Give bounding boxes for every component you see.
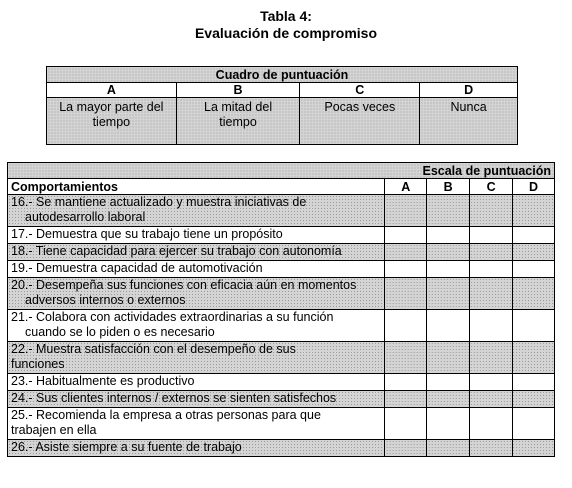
legend-desc-b <box>176 98 300 145</box>
rating-cell-c[interactable] <box>470 342 513 374</box>
rating-cell-a[interactable] <box>385 227 427 244</box>
rating-cell-b[interactable] <box>427 408 470 440</box>
behavior-text: 25.- Recomienda la empresa a otras personas para que <box>11 408 321 422</box>
legend-desc-d <box>420 98 518 145</box>
rating-cell-d[interactable] <box>513 342 555 374</box>
rating-cell-b[interactable] <box>427 195 470 227</box>
rating-cell-d[interactable] <box>513 278 555 310</box>
legend-desc-b-line2: tiempo <box>219 115 257 129</box>
legend-letter-c: C <box>300 83 420 98</box>
behavior-text: 24.- Sus clientes internos / externos se sienten satisfechos <box>11 391 337 405</box>
rating-cell-d[interactable] <box>513 408 555 440</box>
behavior-17 <box>8 227 385 244</box>
legend-desc-a <box>47 98 177 145</box>
rating-cell-a[interactable] <box>385 195 427 227</box>
rating-cell-b[interactable] <box>427 278 470 310</box>
rating-scale-table <box>7 162 555 457</box>
behavior-text: 23.- Habitualmente es productivo <box>11 374 195 388</box>
behavior-20 <box>8 278 385 310</box>
rating-cell-a[interactable] <box>385 440 427 457</box>
table-title: Evaluación de compromiso <box>194 25 378 41</box>
behavior-text: 22.- Muestra satisfacción con el desempeño de sus <box>11 342 296 356</box>
rating-scale-header: Escala de puntuación <box>8 163 555 179</box>
rating-cell-a[interactable] <box>385 391 427 408</box>
rating-cell-b[interactable] <box>427 374 470 391</box>
behavior-26 <box>8 440 385 457</box>
rating-cell-d[interactable] <box>513 227 555 244</box>
table-row <box>8 195 555 227</box>
behavior-25 <box>8 408 385 440</box>
rating-cell-a[interactable] <box>385 374 427 391</box>
behaviors-column-header: Comportamientos <box>8 179 385 195</box>
rating-cell-c[interactable] <box>470 278 513 310</box>
rating-cell-b[interactable] <box>427 440 470 457</box>
rating-cell-c[interactable] <box>470 408 513 440</box>
rating-cell-b[interactable] <box>427 261 470 278</box>
behavior-22 <box>8 342 385 374</box>
table-row <box>8 391 555 408</box>
rating-cell-d[interactable] <box>513 440 555 457</box>
behavior-text: 16.- Se mantiene actualizado y muestra iniciativas de <box>11 195 307 209</box>
rating-cell-a[interactable] <box>385 278 427 310</box>
behavior-text: 17.- Demuestra que su trabajo tiene un propósito <box>11 227 283 241</box>
legend-letter-d: D <box>420 83 518 98</box>
rating-cell-c[interactable] <box>470 310 513 342</box>
table-row <box>8 244 555 261</box>
table-row <box>8 408 555 440</box>
legend-desc-b-line1: La mitad del <box>204 100 273 114</box>
table-number: Tabla 4: <box>260 8 312 24</box>
behavior-21 <box>8 310 385 342</box>
rating-cell-d[interactable] <box>513 244 555 261</box>
rating-cell-d[interactable] <box>513 195 555 227</box>
scale-col-b-header: B <box>427 179 470 195</box>
rating-cell-d[interactable] <box>513 391 555 408</box>
legend-desc-a-line1: La mayor parte del <box>59 100 164 114</box>
table-row <box>8 440 555 457</box>
behavior-text: cuando se lo piden o es necesario <box>25 325 215 339</box>
legend-letter-a: A <box>47 83 177 98</box>
legend-desc-a-line2: tiempo <box>92 115 131 129</box>
behavior-19 <box>8 261 385 278</box>
rating-cell-b[interactable] <box>427 227 470 244</box>
scale-col-a-header: A <box>385 179 427 195</box>
behavior-text: 21.- Colabora con actividades extraordinarias a su función <box>11 310 334 324</box>
rating-cell-c[interactable] <box>470 261 513 278</box>
behavior-text: adversos internos o externos <box>25 293 186 307</box>
behavior-24 <box>8 391 385 408</box>
behavior-text: 19.- Demuestra capacidad de automotivación <box>11 261 263 275</box>
rating-cell-a[interactable] <box>385 261 427 278</box>
rating-cell-a[interactable] <box>385 244 427 261</box>
rating-cell-c[interactable] <box>470 440 513 457</box>
behavior-text: autodesarrollo laboral <box>25 210 146 224</box>
rating-cell-c[interactable] <box>470 244 513 261</box>
behavior-text: 26.- Asiste siempre a su fuente de trabajo <box>11 440 242 454</box>
scoring-legend-table <box>46 66 518 145</box>
table-row <box>8 278 555 310</box>
table-row <box>8 261 555 278</box>
legend-desc-d-line1: Nunca <box>450 100 487 114</box>
scoring-legend-header: Cuadro de puntuación <box>47 67 518 83</box>
rating-cell-c[interactable] <box>470 374 513 391</box>
rating-cell-d[interactable] <box>513 374 555 391</box>
rating-cell-a[interactable] <box>385 342 427 374</box>
table-row <box>8 342 555 374</box>
behavior-18 <box>8 244 385 261</box>
table-row <box>8 374 555 391</box>
rating-cell-d[interactable] <box>513 310 555 342</box>
rating-cell-b[interactable] <box>427 244 470 261</box>
scale-col-d-header: D <box>513 179 555 195</box>
rating-cell-c[interactable] <box>470 391 513 408</box>
rating-cell-b[interactable] <box>427 310 470 342</box>
rating-cell-b[interactable] <box>427 391 470 408</box>
behavior-text: funciones <box>11 357 65 371</box>
rating-cell-b[interactable] <box>427 342 470 374</box>
behavior-text: 20.- Desempeña sus funciones con eficacia aún en momentos <box>11 278 357 292</box>
behavior-text: 18.- Tiene capacidad para ejercer su trabajo con autonomía <box>11 244 342 258</box>
table-row <box>8 310 555 342</box>
rating-cell-d[interactable] <box>513 261 555 278</box>
rating-cell-c[interactable] <box>470 195 513 227</box>
behavior-16 <box>8 195 385 227</box>
legend-desc-c <box>300 98 420 145</box>
table-row <box>8 227 555 244</box>
legend-letter-b: B <box>176 83 300 98</box>
behavior-text: trabajen en ella <box>11 423 97 437</box>
rating-cell-c[interactable] <box>470 227 513 244</box>
legend-desc-c-line1: Pocas veces <box>324 100 396 114</box>
behavior-23 <box>8 374 385 391</box>
scale-col-c-header: C <box>470 179 513 195</box>
rating-cell-a[interactable] <box>385 310 427 342</box>
rating-cell-a[interactable] <box>385 408 427 440</box>
